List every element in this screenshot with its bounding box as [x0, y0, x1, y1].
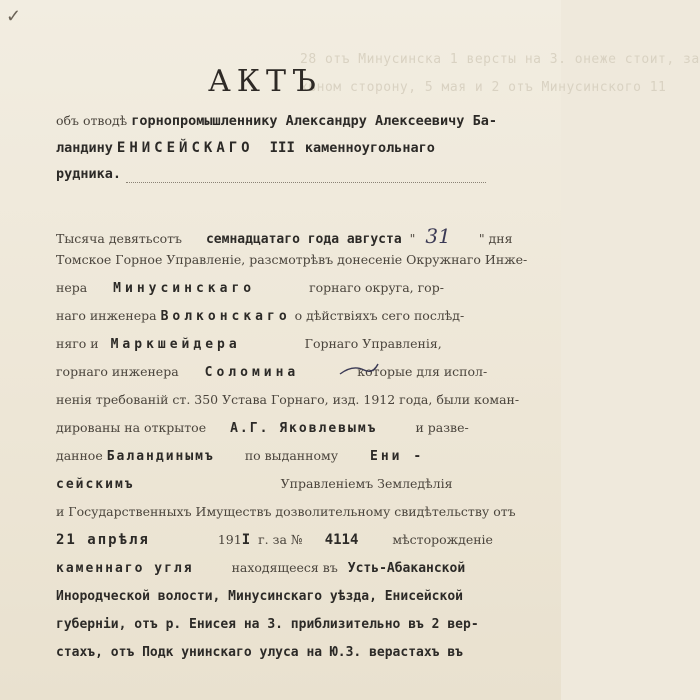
body-line-4	[56, 308, 464, 324]
engineer-name: Волконскаго	[160, 309, 291, 324]
header-prefix: объ отводѣ	[56, 113, 128, 128]
body-line-11: и Государственныхъ Имуществъ дозволительному свидѣтельству отъ	[56, 504, 516, 519]
bleed-through-text-1: 28 отъ Минусинска 1 версты на З. онеже стоит, за	[300, 52, 700, 67]
body-text: дня	[488, 231, 513, 246]
body-text: няго и	[56, 336, 99, 351]
body-text: которые для испол-	[357, 364, 488, 379]
header-rule	[126, 182, 486, 183]
district-name: Минусинскаго	[113, 281, 256, 296]
body-line-15	[56, 616, 479, 632]
deposit-type: каменнаго угля	[56, 561, 194, 576]
body-text: нера	[56, 280, 88, 295]
location-text: стахъ, отъ Подк унинскаго улуса на Ю.З. верастахъ въ	[56, 645, 463, 660]
header-recipient: горнопромышленнику Александру Алексеевичу Ба-	[131, 113, 497, 129]
body-line-3	[56, 280, 444, 296]
body-text: находящееся въ	[231, 560, 338, 575]
mine-name: ЕНИСЕЙСКАГО	[116, 140, 254, 156]
certificate-number: 4114	[324, 532, 359, 548]
body-text: о дѣйствіяхъ сего послѣд-	[294, 308, 465, 323]
body-line-10	[56, 476, 452, 492]
body-text: по выданному	[244, 448, 339, 463]
body-text: данное	[56, 448, 103, 463]
volost-name: Усть-Абаканской	[347, 561, 466, 576]
body-line-2: Томское Горное Управленіе, разсмотрѣвъ донесеніе Окружнаго Инже-	[56, 252, 528, 267]
corner-check-mark: ✓	[6, 6, 22, 27]
location-text: Инородческой волости, Минусинскаго уѣзда, Енисейской	[56, 589, 463, 604]
body-text: дированы на открытое	[56, 420, 207, 435]
header-line-2	[56, 140, 435, 156]
authority-name: Ени -	[370, 449, 425, 464]
header-line-1	[56, 113, 497, 129]
surveyor-title: Маркшейдера	[110, 337, 241, 352]
quote-close: "	[478, 231, 485, 246]
surveyor-name: Соломина	[204, 365, 300, 380]
body-text: Тысяча девятьсотъ	[56, 231, 182, 246]
body-text: мѣсторожденіе	[392, 532, 493, 547]
body-line-12	[56, 532, 493, 548]
quote-open: "	[409, 231, 416, 246]
body-line-16	[56, 644, 463, 660]
header-line-3	[56, 166, 121, 182]
document-title: АКТЪ	[208, 64, 322, 99]
explorer-name: Баландинымъ	[106, 449, 215, 464]
body-text: и разве-	[415, 420, 469, 435]
body-text: горнаго инженера	[56, 364, 179, 379]
body-line-14	[56, 588, 463, 604]
mine-type: каменноугольнаго	[304, 140, 435, 156]
body-line-1	[56, 224, 512, 248]
body-line-8	[56, 420, 469, 436]
body-text: Горнаго Управленія,	[304, 336, 442, 351]
handwritten-mark-icon	[338, 360, 380, 380]
discoverer-name: А.Г. Яковлевымъ	[230, 421, 378, 436]
certificate-date: 21 апрѣля	[56, 532, 150, 548]
body-line-6	[56, 364, 487, 380]
body-text: Управленіемъ Земледѣлія	[280, 476, 453, 491]
certificate-year-digit: I	[241, 532, 251, 548]
bleed-through-text-2: хьном сторону, 5 мая и 2 отъ Минусинского 11	[300, 80, 667, 95]
mine-number: III	[269, 140, 295, 156]
body-text: горнаго округа, гор-	[309, 280, 444, 295]
body-line-9	[56, 448, 424, 464]
authority-name-end: сейскимъ	[56, 477, 135, 492]
body-text: наго инженера	[56, 308, 157, 323]
body-line-13	[56, 560, 465, 576]
date-typed: семнадцатаго года августа	[205, 232, 402, 247]
body-text: 191	[217, 532, 242, 547]
body-line-7: ненія требованій ст. 350 Устава Горнаго, изд. 1912 года, были коман-	[56, 392, 520, 407]
body-line-5	[56, 336, 442, 352]
location-text: губерніи, отъ р. Енисея на З. приблизительно въ 2 вер-	[56, 617, 479, 632]
body-text: г. за №	[258, 532, 303, 547]
header-surname-end: ландину	[56, 140, 113, 156]
handwritten-day: 31	[425, 224, 451, 248]
header-rudnik: рудника.	[56, 166, 122, 182]
